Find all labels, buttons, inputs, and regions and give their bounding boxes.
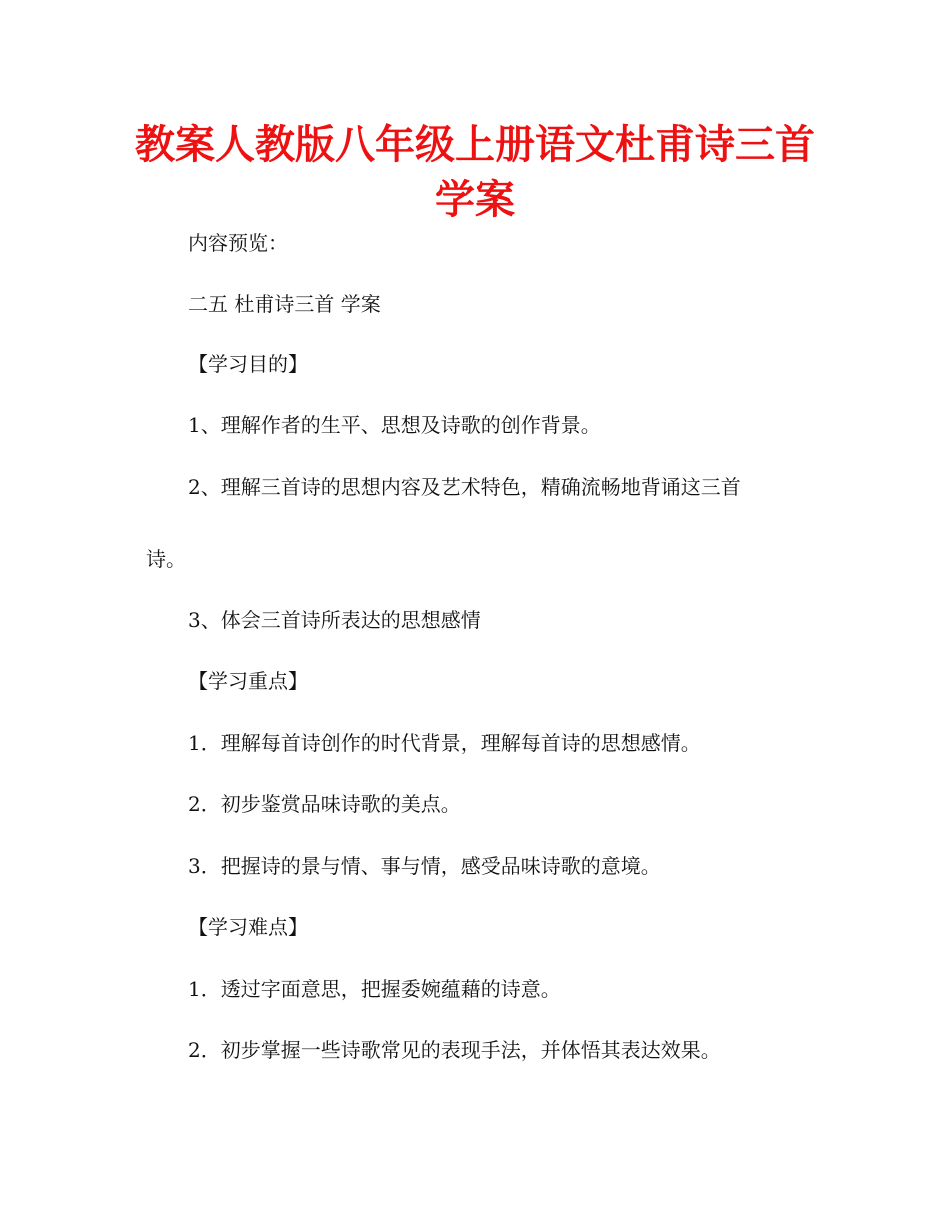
section-heading-goals: 【学习目的】 [188,352,308,376]
lesson-heading: 二五 杜甫诗三首 学案 [188,292,381,316]
goal-item-3: 3、体会三首诗所表达的思想感情 [188,608,481,632]
difficulty-item-2: 2．初步掌握一些诗歌常见的表现手法，并体悟其表达效果。 [188,1038,721,1062]
key-point-item-3: 3．把握诗的景与情、事与情，感受品味诗歌的意境。 [188,854,661,878]
goal-item-2-continuation: 诗。 [146,547,186,571]
preview-label: 内容预览： [188,231,288,255]
section-heading-difficulties: 【学习难点】 [188,915,308,939]
key-point-item-1: 1．理解每首诗创作的时代背景，理解每首诗的思想感情。 [188,731,701,755]
difficulty-item-1: 1．透过字面意思，把握委婉蕴藉的诗意。 [188,977,561,1001]
goal-item-2: 2、理解三首诗的思想内容及艺术特色，精确流畅地背诵这三首 [188,475,741,499]
goal-item-1: 1、理解作者的生平、思想及诗歌的创作背景。 [188,413,601,437]
key-point-item-2: 2．初步鉴赏品味诗歌的美点。 [188,792,461,816]
document-title: 教案人教版八年级上册语文杜甫诗三首学案 [135,122,815,223]
section-heading-key-points: 【学习重点】 [188,669,308,693]
